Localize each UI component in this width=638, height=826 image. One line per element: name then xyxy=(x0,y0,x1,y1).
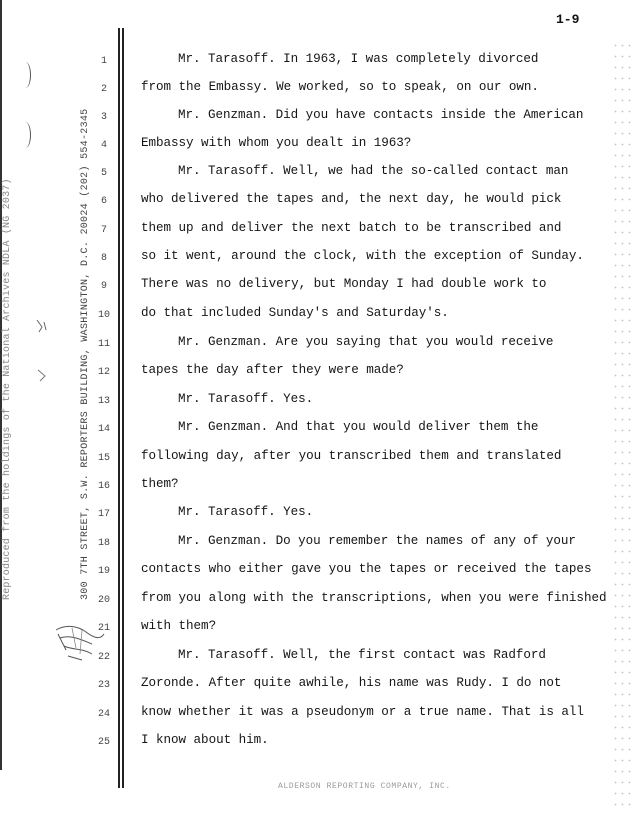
line-number: 16 xyxy=(97,481,110,492)
transcript-line: with them? xyxy=(141,619,217,633)
transcript-line: know whether it was a pseudonym or a true name. That is all xyxy=(141,705,584,719)
line-number: 22 xyxy=(97,652,110,663)
scan-mark-icon xyxy=(36,368,48,384)
line-number: 5 xyxy=(100,168,107,179)
transcript-line: so it went, around the clock, with the exception of Sunday. xyxy=(141,249,584,263)
transcript-line: from you along with the transcriptions, when you were finished xyxy=(141,591,607,605)
transcript-line: them? xyxy=(141,477,179,491)
line-number: 17 xyxy=(97,509,110,520)
line-number: 1 xyxy=(100,56,107,67)
line-number: 12 xyxy=(97,367,110,378)
transcript-line: who delivered the tapes and, the next day, he would pick xyxy=(141,192,562,206)
line-number: 7 xyxy=(100,225,107,236)
reporting-company-footer: ALDERSON REPORTING COMPANY, INC. xyxy=(278,782,451,791)
transcript-line: I know about him. xyxy=(141,733,269,747)
line-number: 4 xyxy=(100,140,107,151)
line-number: 6 xyxy=(100,196,107,207)
scan-mark-icon xyxy=(34,318,50,338)
transcript-line: contacts who either gave you the tapes or received the tapes xyxy=(141,562,592,576)
punch-hole-mark xyxy=(20,62,31,88)
line-number: 18 xyxy=(97,538,110,549)
transcript-line: Mr. Tarasoff. In 1963, I was completely divorced xyxy=(178,52,539,66)
archives-stamp: Reproduced from the holdings of the National Archives NDLA (NG 2037) xyxy=(2,178,13,600)
transcript-line: following day, after you transcribed them and translated xyxy=(141,449,562,463)
transcript-line: There was no delivery, but Monday I had double work to xyxy=(141,277,547,291)
line-number: 14 xyxy=(97,424,110,435)
punch-hole-mark xyxy=(20,122,31,148)
transcript-line: tapes the day after they were made? xyxy=(141,363,404,377)
transcript-line: Embassy with whom you dealt in 1963? xyxy=(141,136,412,150)
margin-rule xyxy=(122,28,124,788)
line-number: 20 xyxy=(97,595,110,606)
transcript-line: Mr. Tarasoff. Yes. xyxy=(178,505,314,519)
line-number: 13 xyxy=(97,396,110,407)
line-number: 11 xyxy=(97,339,110,350)
transcript-line: Mr. Genzman. Did you have contacts inside the American xyxy=(178,108,584,122)
transcript-line: Mr. Tarasoff. Well, the first contact was Radford xyxy=(178,648,546,662)
transcript-line: Mr. Tarasoff. Yes. xyxy=(178,392,314,406)
line-number: 21 xyxy=(97,623,110,634)
transcript-line: them up and deliver the next batch to be transcribed and xyxy=(141,221,562,235)
line-number: 19 xyxy=(97,566,110,577)
reporter-address-stamp: 300 7TH STREET, S.W. REPORTERS BUILDING, WASHINGTON, D.C. 20024 (202) 554-2345 xyxy=(80,108,91,600)
margin-rule xyxy=(118,28,120,788)
line-number: 15 xyxy=(97,453,110,464)
line-number: 23 xyxy=(97,680,110,691)
line-number: 3 xyxy=(100,112,107,123)
transcript-line: Mr. Genzman. Do you remember the names of any of your xyxy=(178,534,576,548)
line-number: 2 xyxy=(100,84,107,95)
transcript-line: Zoronde. After quite awhile, his name was Rudy. I do not xyxy=(141,676,562,690)
line-number: 24 xyxy=(97,709,110,720)
transcript-line: Mr. Tarasoff. Well, we had the so-called contact man xyxy=(178,164,569,178)
transcript-line: from the Embassy. We worked, so to speak, on our own. xyxy=(141,80,539,94)
line-number: 9 xyxy=(100,281,107,292)
transcript-line: Mr. Genzman. Are you saying that you would receive xyxy=(178,335,554,349)
scan-speckle xyxy=(612,40,634,810)
line-number: 25 xyxy=(97,737,110,748)
page-number: 1-9 xyxy=(556,12,580,27)
line-number: 8 xyxy=(100,253,107,264)
transcript-line: do that included Sunday's and Saturday's. xyxy=(141,306,449,320)
line-number: 10 xyxy=(97,310,110,321)
transcript-line: Mr. Genzman. And that you would deliver them the xyxy=(178,420,539,434)
